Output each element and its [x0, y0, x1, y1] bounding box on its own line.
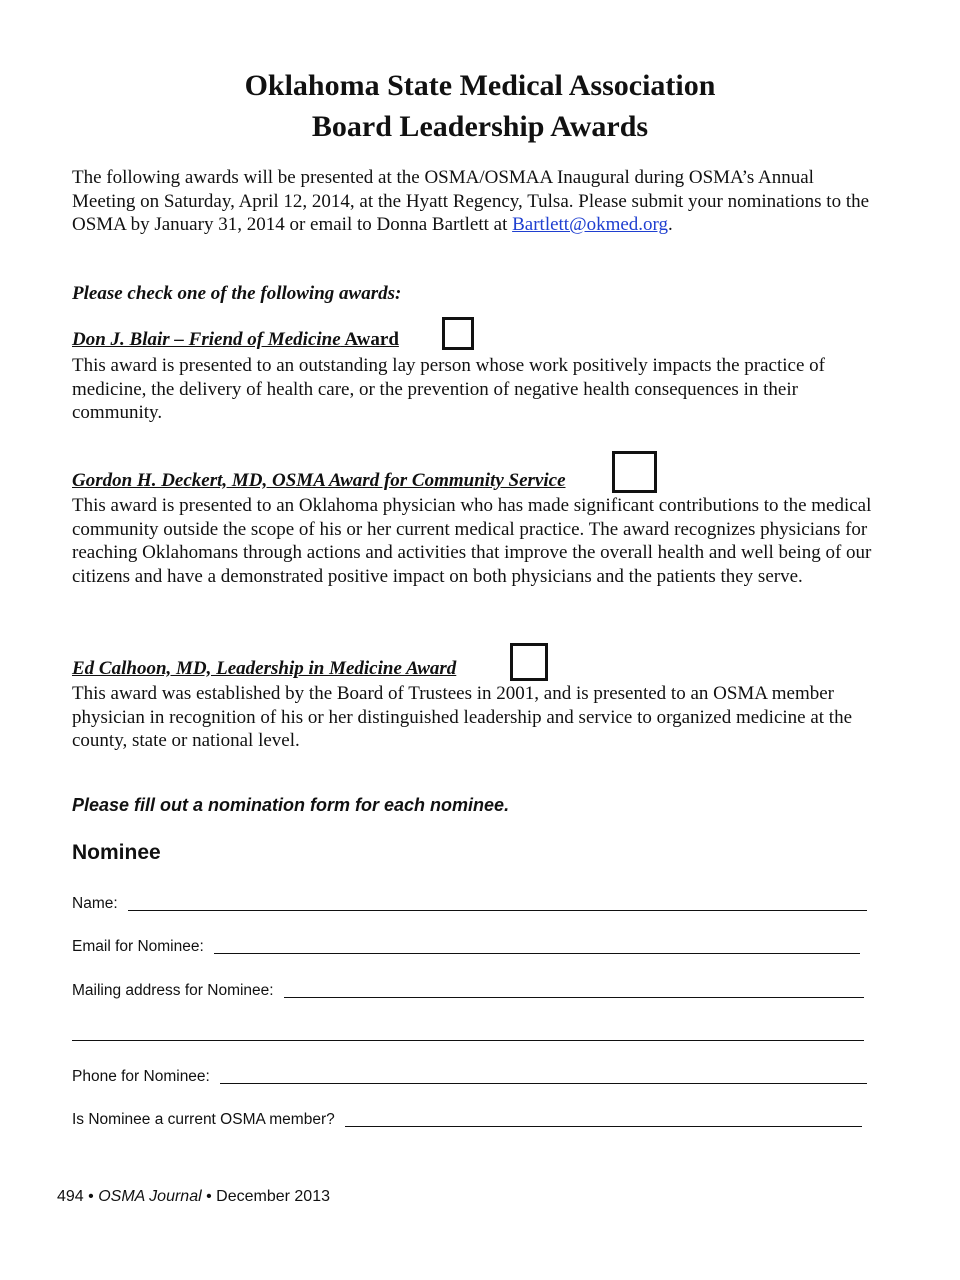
intro-text-end: .: [668, 214, 673, 235]
name-label: Name:: [72, 895, 118, 912]
award-title-friend-of-medicine: [72, 329, 399, 351]
member-row: [72, 1106, 862, 1130]
phone-field[interactable]: [220, 1065, 867, 1084]
email-link[interactable]: Bartlett@okmed.org: [512, 214, 669, 235]
intro-text: The following awards will be presented at the OSMA/OSMAA Inaugural during OSMA’s Annual Meeting on Saturday, April 12, 2014, at the Hyatt Regency, Tulsa. Please submit your nominations to the OSMA by January 31, 2014 or email to Donna Bartlett at: [72, 167, 870, 235]
phone-label: Phone for Nominee:: [72, 1068, 210, 1085]
address-row: [72, 977, 864, 1001]
award-title-italic: Don J. Blair – Friend of Medicine: [72, 329, 341, 350]
address-row-2: [72, 1020, 864, 1044]
name-field[interactable]: [128, 892, 867, 911]
award-description-community-service: This award is presented to an Oklahoma physician who has made significant contributions to the medical community outside the scope of his or her current medical practice. The award recognizes physicians for reaching Oklahomans through actions and activities that improve the overall health and well being of our citizens and have a demonstrated positive impact on both physicians and the patients they serve.: [72, 495, 872, 587]
award-selection-prompt: Please check one of the following awards:: [72, 283, 402, 304]
email-label: Email for Nominee:: [72, 938, 204, 955]
footer-separator: •: [201, 1188, 217, 1205]
award-title-leadership-in-medicine: [72, 658, 456, 680]
name-row: [72, 890, 867, 914]
form-instruction: Please fill out a nomination form for each nominee.: [72, 795, 510, 815]
checkbox-community-service[interactable]: [612, 451, 657, 493]
award-description-friend-of-medicine: This award is presented to an outstanding lay person whose work positively impacts the practice of medicine, the delivery of health care, or the prevention of negative health consequences in their community.: [72, 355, 825, 423]
nominee-heading: Nominee: [72, 841, 161, 864]
checkbox-friend-of-medicine[interactable]: [442, 317, 474, 350]
address-field[interactable]: [284, 979, 864, 998]
page-footer: [57, 1188, 330, 1206]
document-subtitle: Board Leadership Awards: [311, 110, 649, 143]
page-number: 494: [57, 1188, 84, 1205]
footer-separator: •: [83, 1188, 99, 1205]
member-field[interactable]: [345, 1108, 862, 1127]
email-field[interactable]: [214, 935, 860, 954]
email-row: [72, 933, 860, 957]
journal-name: OSMA Journal: [98, 1188, 202, 1205]
intro-paragraph: [72, 166, 872, 237]
award-title-italic: Gordon H. Deckert, MD, OSMA Award for Community Service: [72, 470, 566, 491]
member-label: Is Nominee a current OSMA member?: [72, 1111, 335, 1128]
document-title: Oklahoma State Medical Association: [244, 69, 716, 102]
award-description-leadership-in-medicine: This award was established by the Board of Trustees in 2001, and is presented to an OSMA member physician in recognition of his or her distinguished leadership and service to organized medicine at the county, state or national level.: [72, 683, 853, 751]
award-title-community-service: [72, 470, 566, 492]
checkbox-leadership-in-medicine[interactable]: [510, 643, 548, 681]
award-title-plain: Award: [340, 329, 399, 350]
award-title-italic: Ed Calhoon, MD, Leadership in Medicine Award: [72, 658, 457, 679]
phone-row: [72, 1063, 867, 1087]
issue-date: December 2013: [216, 1188, 330, 1205]
address-label: Mailing address for Nominee:: [72, 982, 274, 999]
address-field-line-2[interactable]: [72, 1022, 864, 1041]
